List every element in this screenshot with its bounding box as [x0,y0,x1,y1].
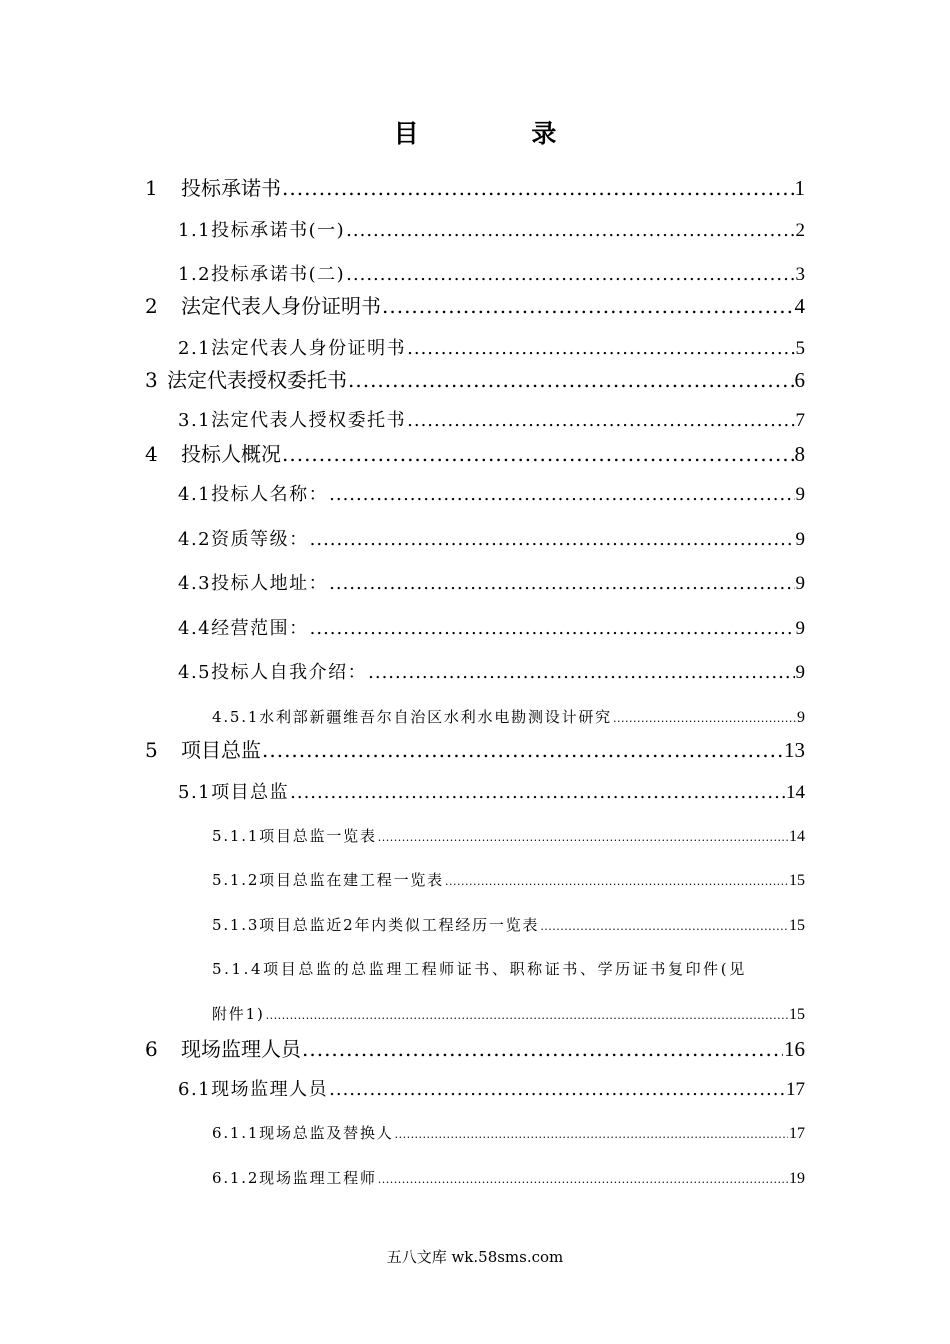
toc-entry[interactable] [212,825,805,846]
toc-entry-page: 8 [794,442,805,466]
toc-entry[interactable] [212,869,805,890]
toc-entry-number: 6 [145,1037,158,1061]
toc-entry-text: 法定代表授权委托书 [167,368,347,392]
toc-entry-page: 15 [789,917,805,934]
toc-entry-number: 3 [145,368,158,392]
toc-entry-number: 1 [145,176,158,200]
toc-entry-text: 5.1项目总监 [178,782,290,803]
toc-entry[interactable] [212,1122,805,1143]
toc-entry[interactable] [178,614,805,640]
toc-entry-page: 19 [789,1170,805,1187]
toc-entry[interactable] [145,438,805,467]
toc-entry[interactable] [178,569,805,595]
toc-entry-text: 6.1.1现场总监及替换人 [212,1124,394,1142]
dot-leader [346,220,794,241]
toc-entry-text: 投标承诺书 [181,176,281,200]
toc-entry[interactable] [178,260,805,286]
dot-leader [346,264,794,285]
toc-entry-text: 现场监理人员 [181,1037,301,1061]
toc-entry-number: 5 [145,738,158,762]
toc-entry-text: 5.1.2项目总监在建工程一览表 [212,871,444,889]
toc-entry-text: 4.5.1水利部新疆维吾尔自治区水利水电勘测设计研究 [212,708,612,726]
page-footer: 五八文库 wk.58sms.com [386,1248,564,1266]
toc-entry-text: 1.1投标承诺书(一) [178,220,346,241]
toc-entry-number: 2 [145,294,158,318]
toc-entry-text: 6.1现场监理人员 [178,1079,329,1100]
toc-entry-continued[interactable] [212,1003,805,1024]
toc-entry-page: 17 [786,1079,805,1100]
toc-entry[interactable] [212,914,805,935]
dot-leader [282,442,794,466]
toc-entry-text: 1.2投标承诺书(二) [178,264,346,285]
dot-leader [348,368,794,392]
dot-leader [302,1037,783,1061]
dot-leader [310,618,795,639]
toc-entry[interactable] [145,734,805,763]
toc-entry-page: 13 [784,738,805,762]
dot-leader [266,1009,788,1022]
dot-leader [282,176,794,200]
toc-entry-page: 7 [795,410,805,431]
toc-entry-text: 5.1.3项目总监近2年内类似工程经历一览表 [212,916,540,934]
toc-entry-text: 6.1.2现场监理工程师 [212,1169,377,1187]
toc-entry[interactable] [178,778,805,804]
toc-entry-text: 法定代表人身份证明书 [181,294,381,318]
toc-entry-page: 4 [794,294,805,318]
dot-leader [262,738,783,762]
dot-leader [395,1128,788,1141]
toc-title: 目 录 [393,119,609,148]
toc-entry-text: 5.1.1项目总监一览表 [212,827,377,845]
dot-leader [378,1173,788,1186]
toc-entry[interactable] [178,480,805,506]
toc-entry-page: 2 [795,220,805,241]
toc-entry-page: 6 [794,368,805,392]
toc-entry-text: 3.1法定代表人授权委托书 [178,410,407,431]
toc-entry[interactable] [178,658,805,684]
dot-leader [329,1079,785,1100]
toc-entry-page: 14 [789,828,805,845]
toc-entry-number: 4 [145,442,158,466]
toc-entry[interactable] [145,364,805,393]
toc-entry-page: 17 [789,1125,805,1142]
dot-leader [310,529,795,550]
toc-entry-page: 15 [789,1006,805,1023]
toc-entry[interactable] [178,525,805,551]
toc-entry-text: 2.1法定代表人身份证明书 [178,338,407,359]
toc-entry-text[interactable]: 5.1.4项目总监的总监理工程师证书、职称证书、学历证书复印件(见 [212,960,747,978]
toc-entry-text: 4.2资质等级： [178,529,309,550]
toc-entry[interactable] [145,172,805,201]
dot-leader [290,782,785,803]
toc-entry-text-continued: 附件1) [212,1005,265,1023]
toc-entry[interactable] [178,334,805,360]
toc-entry-text: 4.1投标人名称： [178,484,329,505]
toc-entry-page: 9 [795,662,805,683]
toc-entry-page: 9 [795,529,805,550]
toc-entry[interactable] [212,706,805,727]
dot-leader [540,920,788,933]
toc-entry-page: 9 [795,484,805,505]
toc-entry[interactable] [145,1033,805,1062]
dot-leader [378,831,788,844]
toc-entry-page: 9 [795,573,805,594]
dot-leader [368,662,794,683]
toc-entry-text: 4.5投标人自我介绍： [178,662,368,683]
dot-leader [329,484,794,505]
dot-leader [329,573,794,594]
toc-entry[interactable] [178,216,805,242]
toc-entry-page: 15 [789,872,805,889]
toc-entry[interactable] [178,1075,805,1101]
toc-entry-page: 9 [795,618,805,639]
toc-entry[interactable] [178,406,805,432]
dot-leader [407,410,794,431]
toc-entry-page: 14 [786,782,805,803]
toc-entry-page: 1 [794,176,805,200]
dot-leader [613,712,796,725]
toc-entry-text: 4.4经营范围： [178,618,309,639]
toc-entry-page: 16 [784,1037,805,1061]
toc-entry[interactable] [212,1167,805,1188]
toc-entry-text: 投标人概况 [181,442,281,466]
toc-entry-page: 9 [797,709,805,726]
toc-entry-text: 项目总监 [181,738,261,762]
dot-leader [407,338,794,359]
dot-leader [445,875,788,888]
toc-entry[interactable] [145,290,805,319]
toc-entry-text: 4.3投标人地址： [178,573,329,594]
dot-leader [382,294,794,318]
toc-entry-page: 3 [795,264,805,285]
toc-entry-page: 5 [795,338,805,359]
